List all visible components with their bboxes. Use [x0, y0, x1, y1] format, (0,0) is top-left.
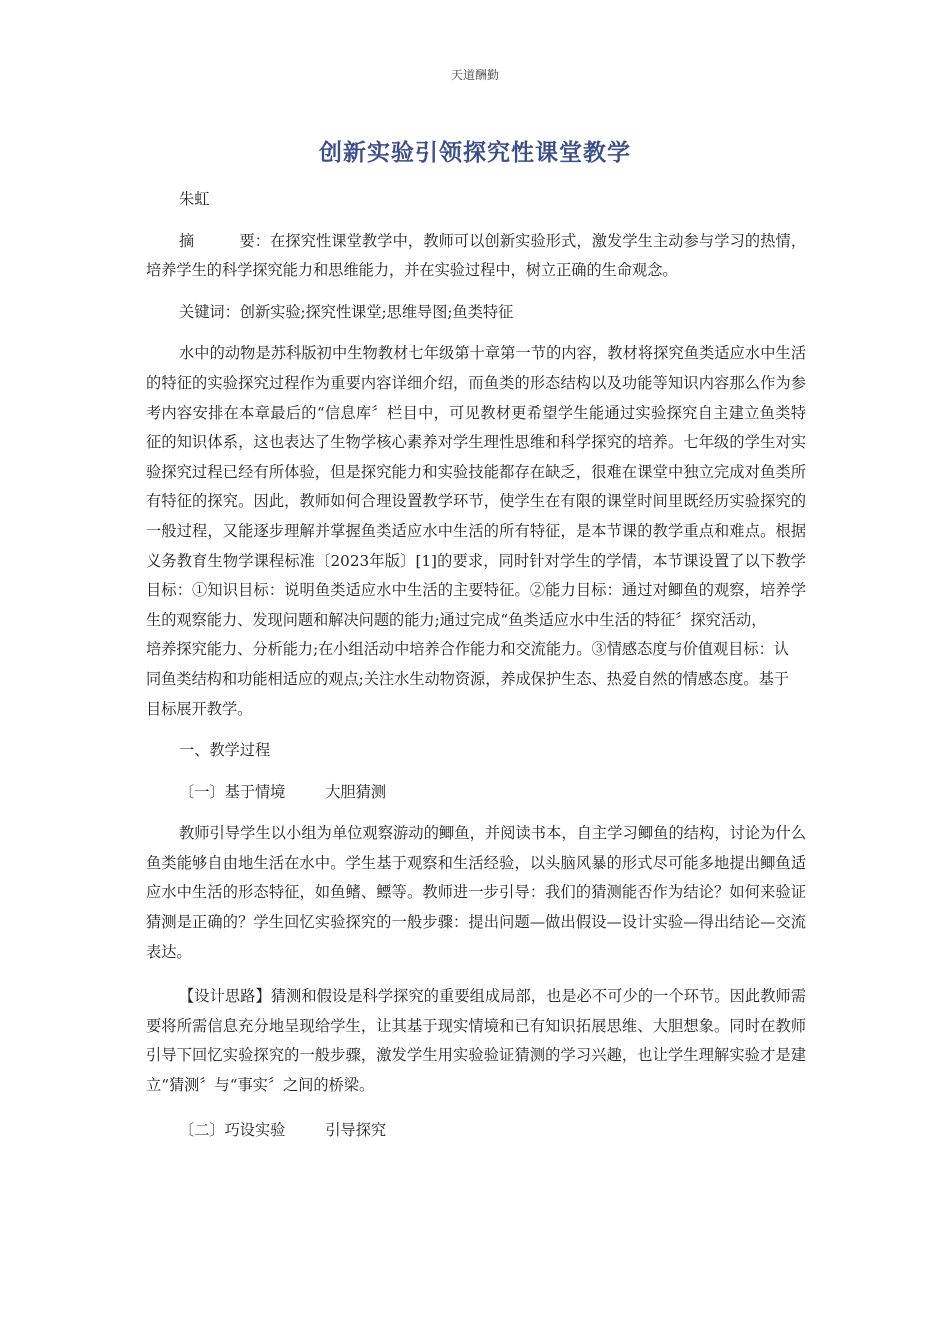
- intro-paragraph-1: 水中的动物是苏科版初中生物教材七年级第十章第一节的内容，教材将探究鱼类适应水中生活的特征的实验探究过程作为重要内容详细介绍，而鱼类的形态结构以及功能等知识内容那么作为参考内容安排在本章最后的“信息库〞栏目中，可见教材更希望学生能通过实验探究自主建立鱼类特征的知识体系，这也表达了生物学核心素养对学生理性思维和科学探究的培养。七年级的学生对实验探究过程已经有所体验，但是探究能力和实验技能都存在缺乏，很难在课堂中独立完成对鱼类所有特征的探究。因此，教师如何合理设置教学环节，使学生在有限的课堂时间里既经历实验探究的一般过程，又能逐步理解并掌握鱼类适应水中生活的所有特征，是本节课的教学重点和难点。根据义务教育生物学课程标准〔2023年版〕[1]的要求，同时针对学生的学情，本节课设置了以下教学目标：①知识目标：说明鱼类适应水中生活的主要特征。②能力目标：通过对鲫鱼的观察，培养学生的观察能力、发现问题和解决问题的能力;通过完成“鱼类适应水中生活的特征〞探究活动，: [146, 344, 806, 629]
- guess-paragraph: 教师引导学生以小组为单位观察游动的鲫鱼，并阅读书本，自主学习鲫鱼的结构，讨论为什么鱼类能够自由地生活在水中。学生基于观察和生活经验，以头脑风暴的形式尽可能多地提出鲫鱼适应水中生活的形态特征，如鱼鳍、鳔等。教师进一步引导：我们的猜测能否作为结论？如何来验证猜测是正确的？学生回忆实验探究的一般步骤：提出问题—做出假设—设计实验—得出结论—交流表达。: [146, 824, 806, 961]
- subsection-2-left: 〔二〕巧设实验: [179, 1120, 286, 1139]
- subsection-2-right: 引导探究: [325, 1120, 387, 1139]
- abstract-label-right: 要：: [239, 231, 271, 250]
- subsection-heading-1: [146, 778, 806, 808]
- section-heading-1: 一、教学过程: [179, 741, 271, 760]
- keywords: 关键词：创新实验;探究性课堂;思维导图;鱼类特征: [179, 302, 514, 321]
- subsection-heading-2: [146, 1116, 806, 1146]
- page-header: 天道酬勤: [450, 68, 499, 82]
- abstract-paragraph: [146, 227, 806, 286]
- design-label: 【设计思路】: [179, 987, 271, 1006]
- abstract-text: 在探究性课堂教学中，教师可以创新实验形式，激发学生主动参与学习的热情，培养学生的科学探究能力和思维能力，并在实验过程中，树立正确的生命观念。: [146, 231, 807, 280]
- design-paragraph: [146, 982, 806, 1100]
- document-title: 创新实验引领探究性课堂教学: [319, 140, 631, 166]
- subsection-1-left: 〔一〕基于情境: [179, 782, 286, 801]
- design-text: 猜测和假设是科学探究的重要组成局部，也是必不可少的一个环节。因此教师需要将所需信息充分地呈现给学生，让其基于现实情境和已有知识拓展思维、大胆想象。同时在教师引导下回忆实验探究的一般步骤，激发学生用实验验证猜测的学习兴趣，也让学生理解实验才是建立“猜测〞与“事实〞之间的桥梁。: [146, 987, 807, 1095]
- subsection-1-right: 大胆猜测: [325, 782, 387, 801]
- document-body: [146, 185, 806, 1145]
- author: 朱虹: [179, 190, 210, 208]
- intro-paragraph-2: 培养探究能力、分析能力;在小组活动中培养合作能力和交流能力。③情感态度与价值观目标：认同鱼类结构和功能相适应的观点;关注水生动物资源，养成保护生态、热爱自然的情感态度。基于目标展开教学。: [146, 640, 789, 718]
- abstract-label-left: 摘: [179, 231, 195, 250]
